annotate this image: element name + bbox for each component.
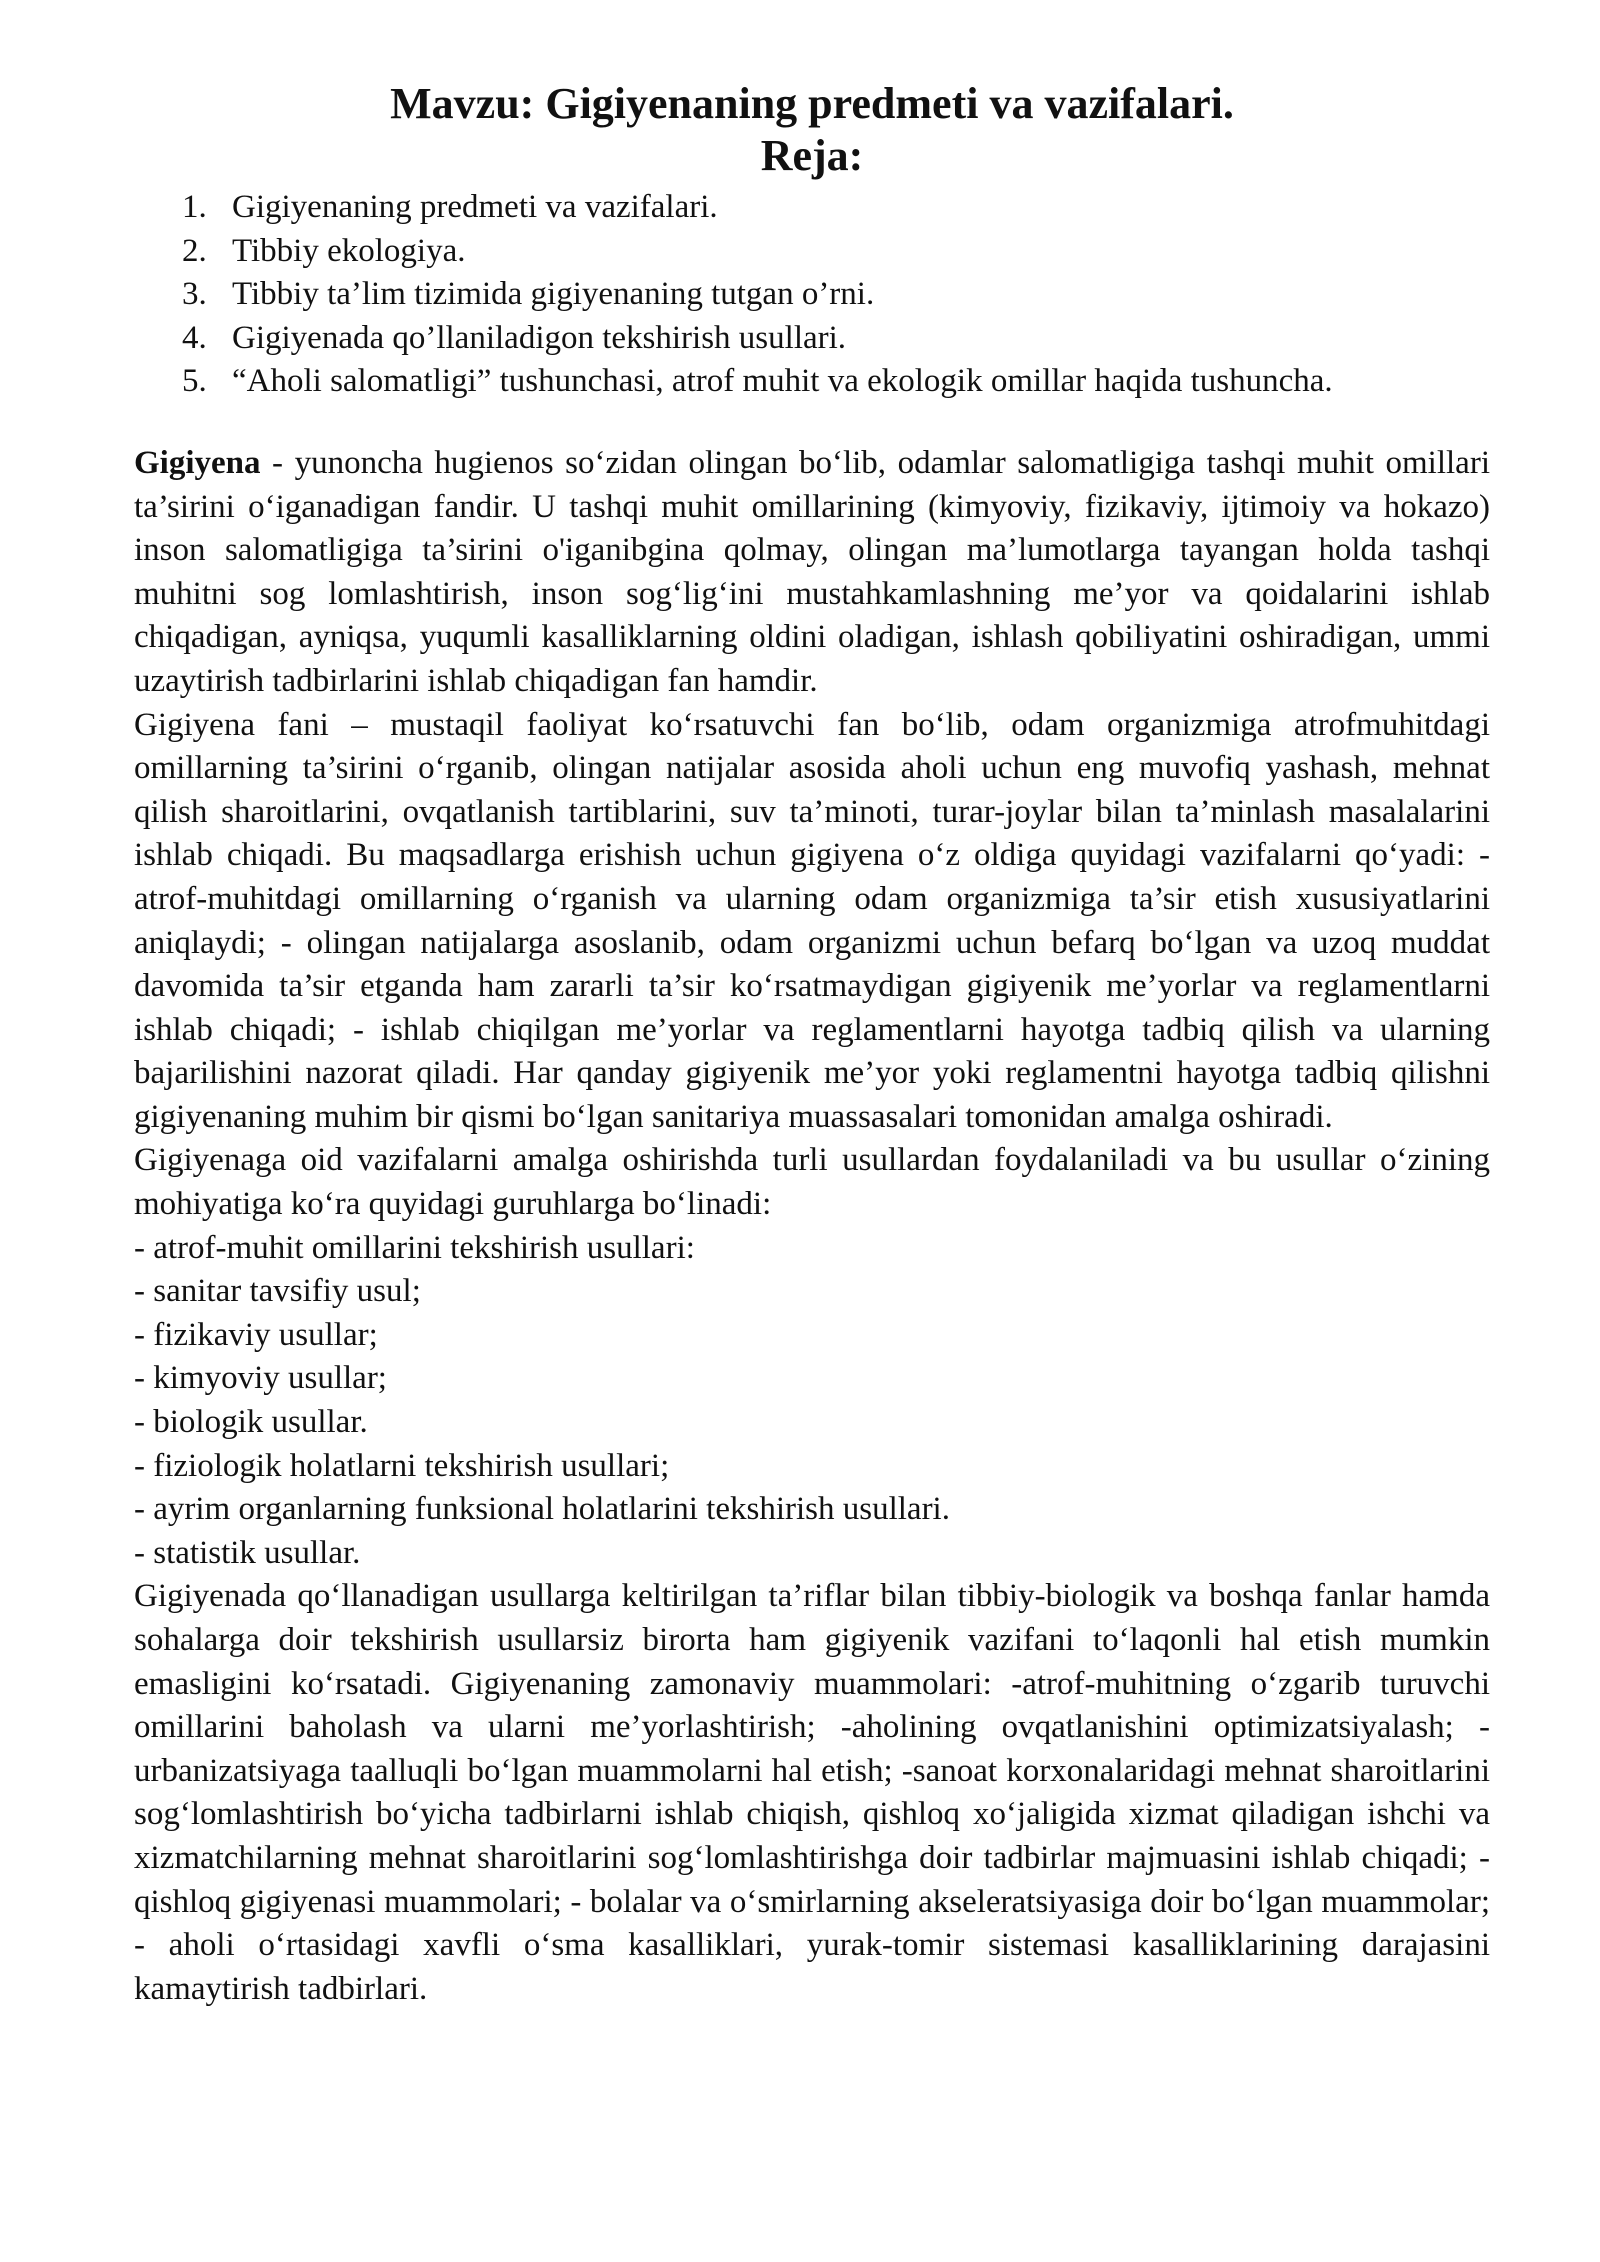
plan-item (182, 186, 1490, 230)
plan-item-text: Gigiyenaning predmeti va vazifalari. (232, 189, 718, 225)
method-line: - fizikaviy usullar; (134, 1316, 378, 1353)
definition-text: - yunoncha hugienos so‘zidan olingan bo‘lib, odamlar salomatligiga tashqi muhit omillari ta’sirini o‘iganadigan fandir. U tashqi muhit omillarining (kimyoviy, fizikaviy, ijtimoiy va hokazo) inson salomatligiga ta’sirini o'iganibgina qolmay, olingan ma’lumotlarga tayangan holda tashqi muhitni sog lomlashtirish, inson sog‘lig‘ini mustahkamlashning me’yor va qoidalarini ishlab chiqadigan, ayniqsa, yuqumli kasalliklarning oldini oladigan, ishlash qobiliyatini oshiradigan, ummi uzaytirish tadbirlarini ishlab chiqadigan fan hamdir. (134, 444, 1490, 699)
plan-list (134, 186, 1490, 404)
plan-item-text: Tibbiy ekologiya. (232, 232, 466, 269)
plan-item-text: Tibbiy ta’lim tizimida gigiyenaning tutgan o’rni. (232, 276, 875, 313)
paragraph-methods-intro: Gigiyenaga oid vazifalarni amalga oshirishda turli usullardan foydalaniladi va bu usullar o‘zining mohiyatiga ko‘ra quyidagi guruhlarga bo‘linadi: (134, 1142, 1490, 1223)
method-line: - sanitar tavsifiy usul; (134, 1273, 421, 1310)
plan-item (182, 360, 1490, 404)
paragraph-tasks: Gigiyena fani – mustaqil faoliyat ko‘rsatuvchi fan bo‘lib, odam organizmiga atrofmuhitdagi omillarning ta’sirini o‘rganib, olingan natijalar asosida aholi uchun eng muvofiq yashash, mehnat qilish sharoitlarini, ovqatlanish tartiblarini, suv ta’minoti, turar-joylar bilan ta’minlash masalalarini ishlab chiqadi. Bu maqsadlarga erishish uchun gigiyena o‘z oldiga quyidagi vazifalarni qo‘yadi: - atrof-muhitdagi omillarning o‘rganish va ularning odam organizmiga ta’sir etish xususiyatlarini aniqlaydi; - olingan natijalarga asoslanib, odam organizmi uchun befarq bo‘lgan va uzoq muddat davomida ta’sir etganda ham zararli ta’sir ko‘rsatmaydigan gigiyenik me’yorlar va reglamentlarni ishlab chiqadi; - ishlab chiqilgan me’yorlar va reglamentlarni hayotga tadbiq qilish va ularning bajarilishini nazorat qiladi. Har qanday gigiyenik me’yor yoki reglamentni hayotga tadbiq qilishni gigiyenaning muhim bir qismi bo‘lgan sanitariya muassasalari tomonidan amalga oshiradi. (134, 706, 1490, 1135)
method-line: - ayrim organlarning funksional holatlarini tekshirish usullari. (134, 1491, 950, 1528)
plan-item-number: 2. (182, 232, 207, 269)
definition-term: Gigiyena (134, 444, 261, 481)
document-title: Mavzu: Gigiyenaning predmeti va vazifalari. (390, 79, 1234, 128)
plan-item-number: 3. (182, 276, 207, 313)
plan-item-text: “Aholi salomatligi” tushunchasi, atrof muhit va ekologik omillar haqida tushuncha. (232, 363, 1333, 400)
plan-item (182, 230, 1490, 274)
method-line: - fiziologik holatlarni tekshirish usullari; (134, 1447, 670, 1484)
plan-item-number: 4. (182, 319, 207, 356)
plan-item-text: Gigiyenada qo’llaniladigon tekshirish usullari. (232, 319, 847, 356)
plan-heading: Reja: (760, 131, 864, 180)
plan-item (182, 273, 1490, 317)
paragraph-definition (134, 442, 1490, 704)
method-line: - statistik usullar. (134, 1534, 361, 1571)
method-line: - atrof-muhit omillarini tekshirish usullari: (134, 1229, 695, 1266)
plan-item (182, 317, 1490, 361)
paragraph-modern-problems: Gigiyenada qo‘llanadigan usullarga keltirilgan ta’riflar bilan tibbiy-biologik va boshqa fanlar hamda sohalarga doir tekshirish usullarsiz birorta ham gigiyenik vazifani to‘laqonli hal etish mumkin emasligini ko‘rsatadi. Gigiyenaning zamonaviy muammolari: -atrof-muhitning o‘zgarib turuvchi omillarini baholash va ularni me’yorlashtirish; -aholining ovqatlanishini optimizatsiyalash; -urbanizatsiyaga taalluqli bo‘lgan muammolarni hal etish; -sanoat korxonalaridagi mehnat sharoitlarini sog‘lomlashtirish bo‘yicha tadbirlarni ishlab chiqish, qishloq xo‘jaligida xizmat qiladigan ishchi va xizmatchilarning mehnat sharoitlarini sog‘lomlashtirishga doir tadbirlar majmuasini ishlab chiqadi; -qishloq gigiyenasi muammolari; - bolalar va o‘smirlarning akseleratsiyasiga doir bo‘lgan muammolar; - aholi o‘rtasidagi xavfli o‘sma kasalliklari, yurak-tomir sistemasi kasalliklarining darajasini kamaytirish tadbirlari. (134, 1578, 1490, 2007)
method-line: - biologik usullar. (134, 1404, 368, 1441)
method-line: - kimyoviy usullar; (134, 1360, 387, 1397)
plan-item-number: 1. (182, 189, 207, 225)
plan-item-number: 5. (182, 363, 207, 400)
